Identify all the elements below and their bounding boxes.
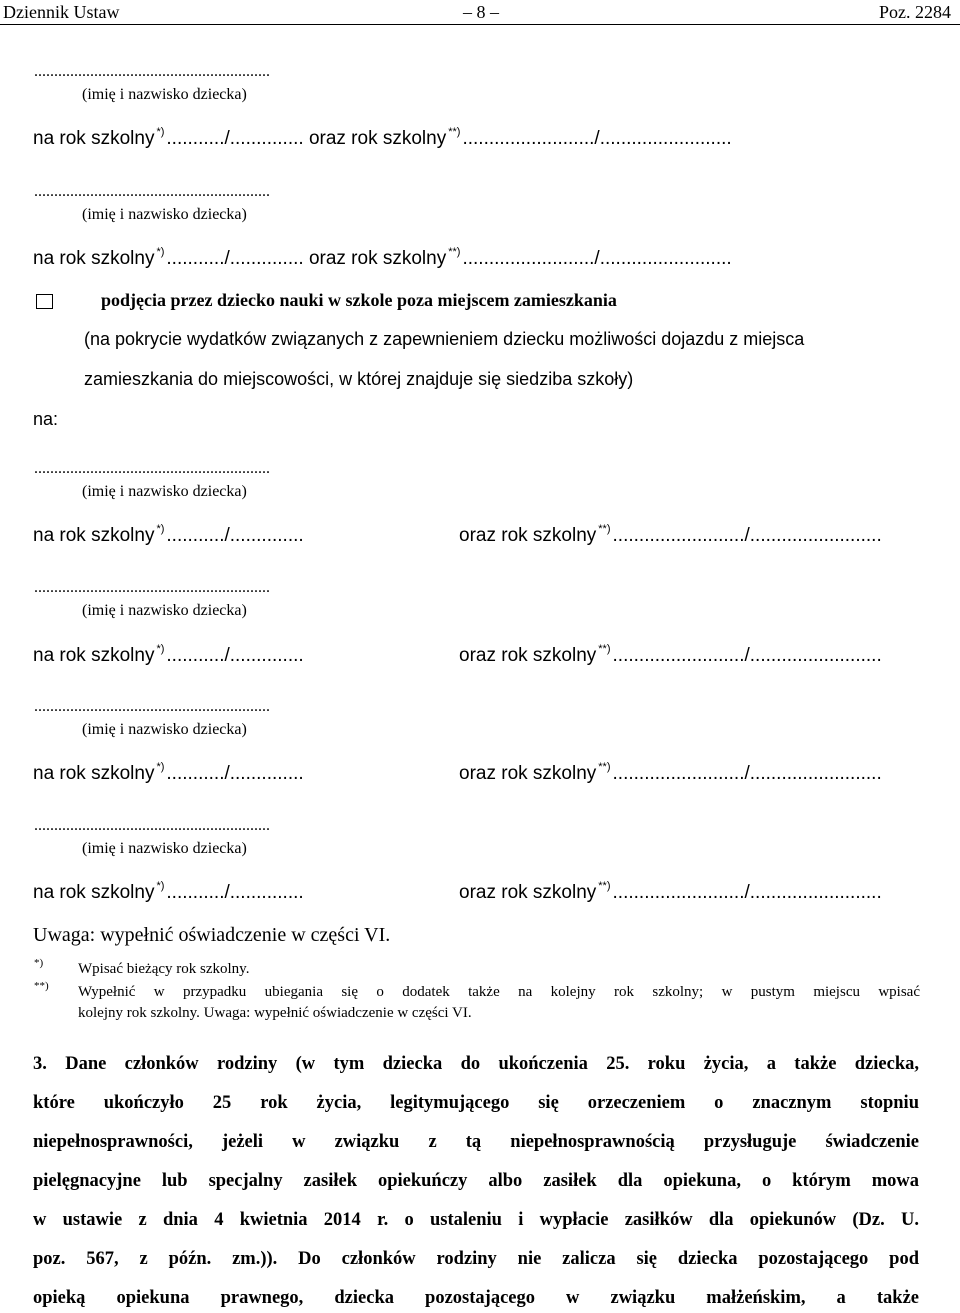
next-year-field[interactable]: ........................./.........................: [462, 128, 732, 149]
school-year-field[interactable]: .........../..............: [166, 248, 304, 269]
child-name-field[interactable]: ...........................................................: [34, 579, 270, 596]
school-year-label: na rok szkolny: [33, 248, 155, 269]
child-name-field[interactable]: ...........................................................: [34, 460, 270, 477]
section3-line-6: poz. 567, z późn. zm.)). Do członków rodziny nie zalicza się dziecka pozostającego pod: [33, 1249, 919, 1269]
footnote-mark: **): [598, 761, 611, 773]
option-description-2: zamieszkania do miejscowości, w której znajduje się siedziba szkoły): [84, 369, 634, 389]
next-year-label: oraz rok szkolny: [308, 128, 447, 149]
option-checkbox[interactable]: [36, 294, 53, 309]
page-number: – 8 –: [463, 2, 499, 22]
footnote-mark: *): [156, 761, 165, 773]
footnote-mark: *): [34, 957, 44, 969]
na-label: na:: [33, 409, 59, 429]
footnote-mark: **): [448, 246, 461, 258]
footnote-mark: *): [156, 523, 165, 535]
option-title: podjęcia przez dziecko nauki w szkole poza miejscem zamieszkania: [101, 290, 617, 310]
footnote-2-line-1: Wypełnić w przypadku ubiegania się o dodatek także na kolejny rok szkolny; w pustym miejscu wpisać: [78, 984, 920, 1000]
school-year-label: na rok szkolny: [33, 763, 155, 784]
child-name-label: (imię i nazwisko dziecka): [82, 86, 247, 103]
next-year-label: oraz rok szkolny: [308, 248, 447, 269]
next-year-label: oraz rok szkolny: [459, 882, 597, 903]
section3-line-3: niepełnosprawności, jeżeli w związku z tą niepełnosprawnością przysługuje świadczenie: [33, 1132, 919, 1152]
journal-title: Dziennik Ustaw: [3, 2, 120, 22]
section3-line-7: opieką opiekuna prawnego, dziecka pozostającego w związku małżeńskim, a także: [33, 1288, 919, 1308]
school-year-next: [459, 882, 882, 904]
child-name-label: (imię i nazwisko dziecka): [82, 483, 247, 500]
header-divider: [0, 24, 960, 25]
school-year-row: [33, 248, 732, 270]
footnote-mark: **): [34, 980, 49, 992]
school-year-next: [459, 525, 882, 547]
next-year-label: oraz rok szkolny: [459, 763, 597, 784]
school-year-field[interactable]: .........../..............: [166, 763, 304, 784]
section3-line-2: które ukończyło 25 rok życia, legitymującego się orzeczeniem o znacznym stopniu: [33, 1093, 919, 1113]
child-name-label: (imię i nazwisko dziecka): [82, 206, 247, 223]
section3-line-5: w ustawie z dnia 4 kwietnia 2014 r. o ustaleniu i wypłacie zasiłków dla opiekunów (Dz. U.: [33, 1210, 919, 1230]
school-year-label: na rok szkolny: [33, 525, 155, 546]
note-text: Uwaga: wypełnić oświadczenie w części VI.: [33, 924, 391, 946]
school-year-current: [33, 645, 304, 667]
school-year-row: [33, 128, 732, 150]
child-name-field[interactable]: ...........................................................: [34, 63, 270, 80]
school-year-field[interactable]: .........../..............: [166, 128, 304, 149]
section3-line-1: 3. Dane członków rodziny (w tym dziecka do ukończenia 25. roku życia, a także dziecka,: [33, 1054, 919, 1074]
footnote-1: Wpisać bieżący rok szkolny.: [78, 961, 250, 977]
footnote-mark: *): [156, 643, 165, 655]
footnote-mark: **): [598, 880, 611, 892]
next-year-field[interactable]: ........................./.........................: [612, 882, 882, 903]
child-name-label: (imię i nazwisko dziecka): [82, 721, 247, 738]
child-name-field[interactable]: ...........................................................: [34, 698, 270, 715]
school-year-field[interactable]: .........../..............: [166, 525, 304, 546]
school-year-field[interactable]: .........../..............: [166, 882, 304, 903]
school-year-next: [459, 645, 882, 667]
next-year-label: oraz rok szkolny: [459, 525, 597, 546]
footnote-mark: **): [598, 523, 611, 535]
next-year-field[interactable]: ........................./.........................: [462, 248, 732, 269]
child-name-label: (imię i nazwisko dziecka): [82, 840, 247, 857]
school-year-next: [459, 763, 882, 785]
school-year-label: na rok szkolny: [33, 882, 155, 903]
school-year-current: [33, 525, 304, 547]
position-number: Poz. 2284: [879, 2, 951, 22]
school-year-current: [33, 882, 304, 904]
child-name-label: (imię i nazwisko dziecka): [82, 602, 247, 619]
option-description-1: (na pokrycie wydatków związanych z zapewnieniem dziecku możliwości dojazdu z miejsca: [84, 329, 805, 349]
child-name-field[interactable]: ...........................................................: [34, 817, 270, 834]
footnote-mark: *): [156, 126, 165, 138]
school-year-field[interactable]: .........../..............: [166, 645, 304, 666]
next-year-field[interactable]: ........................./.........................: [612, 763, 882, 784]
section3-line-4: pielęgnacyjne lub specjalny zasiłek opiekuńczy albo zasiłek dla opiekuna, o którym mowa: [33, 1171, 919, 1191]
child-name-field[interactable]: ...........................................................: [34, 183, 270, 200]
footnote-mark: *): [156, 880, 165, 892]
footnote-mark: **): [598, 643, 611, 655]
footnote-mark: *): [156, 246, 165, 258]
school-year-label: na rok szkolny: [33, 645, 155, 666]
next-year-field[interactable]: ........................./.........................: [612, 525, 882, 546]
footnote-mark: **): [448, 126, 461, 138]
school-year-current: [33, 763, 304, 785]
next-year-label: oraz rok szkolny: [459, 645, 597, 666]
next-year-field[interactable]: ........................./.........................: [612, 645, 882, 666]
school-year-label: na rok szkolny: [33, 128, 155, 149]
footnote-2-line-2: kolejny rok szkolny. Uwaga: wypełnić oświadczenie w części VI.: [78, 1005, 472, 1021]
